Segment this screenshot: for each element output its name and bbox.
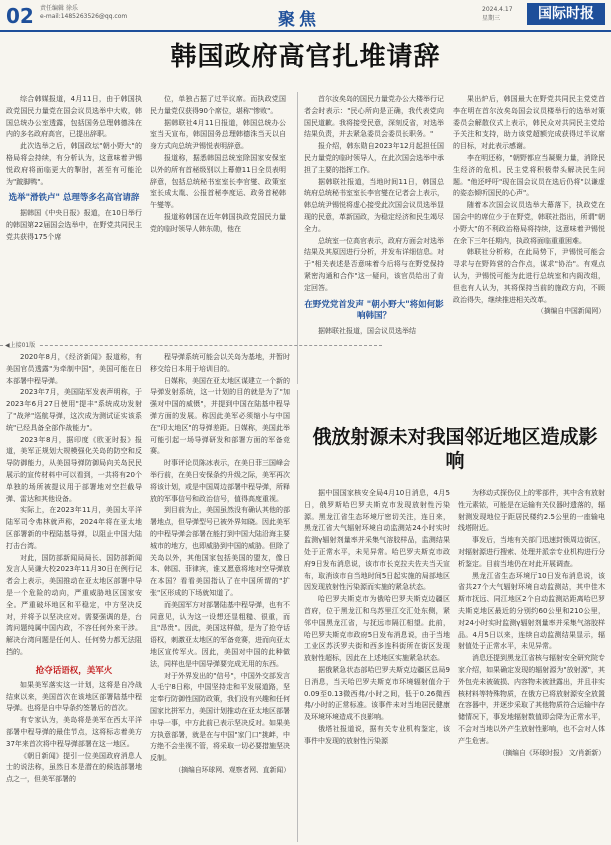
- article1-column-3: [304, 94, 444, 384]
- paragraph: 据韩国《中央日报》报道，在10日举行的韩国第22届国会选举中，在野党共同民主党共获得175个席: [6, 209, 142, 241]
- paragraph: 报道称，据悉韩国总统室除国家安保室以外的所有首秘级别以上幕僚11日全员表明辞意，包括总统秘书室室长李官燮、政策室室长成太胤、公报首秘李度运、政务首秘韩午燮等。: [150, 153, 286, 210]
- page-header: [0, 0, 611, 32]
- article1-column-4: [453, 94, 605, 384]
- paragraph: 李在明还称，"朝野都应当凝聚力量，消除民生经济的危机。民主党将积极带头解决民生问题。"他还呼吁"现在国会议员在选后仍将"以谦虚的姿态倾听国民的心声"。: [453, 153, 605, 198]
- paragraph: 首尔汝矣岛的国民力量党办公大楼举行记者会时表示："民心所向是正确，我代表党向国民道歉。我将接受民意，深刻反省，对选举结果负责，并去紧急委员会委员长职务。": [304, 95, 444, 139]
- paragraph: 据中国国家核安全局4月10日消息，4月5日，俄罗斯哈巴罗夫斯克市发现放射性污染源。黑龙江省生态环境厅密切关注，连日来，黑龙江省大气辐射环境自动监测站24小时实时监测γ辐射剂量率并采集气溶胶样品，监测结果处于正常水平，未见异常。哈巴罗夫斯克市政府9日发布消息说，该市市长克拉夫佐夫当天宣布，取消该市自当地时间5日起实施的局部地区因发现放射性污染源而实施的紧急状态。: [304, 489, 450, 592]
- paragraph: 对此，国防部新闻局局长、国防部新闻发言人吴谦大校2023年11月30日在例行记者会上表示，美国推动在亚太地区部署中导是一个危险的动向，严重威胁地区国家安全。严重破坏地区和平稳定，中方坚决反对，并将予以坚决应对。需要强调的是，台湾问题纯属中国内政，不容任何外来干涉。解决台湾问题是任何人、任何势力都无法阻挡的。: [6, 553, 142, 656]
- paragraph: 果出炉后，韩国最大在野党共同民主党党首李在明在首尔汝矣岛国会议员楼举行的选举对策委员会解散仪式上表示，韩民众对共同民主党给予关注和支持，助力该党超额完成获得过半议席的目标，对此表示感谢。: [453, 95, 605, 151]
- paragraph: 而美国军方对部署陆基中程导弹，也有不同意见，认为这一设想还显粗糙、很重，而且"昂贵"。因此，美国这样做，是为了抢夺话语权，刺激亚太地区的军备竞赛，进而向亚太地区宣传军火。因此，美国对中国的此种做法，同样也是中国导弹要完成无用的东西。: [150, 600, 290, 668]
- paragraph: 随着本次国会议员选举大幕落下，执政党在国会中的席位少于在野党，韩联社指出，所谓"朝小野大"的不利政治格局将持续，这意味着尹锡悦在余下三年任期内，执政将面临重重困难。: [453, 201, 605, 245]
- paragraph: 俄塔社报道说，据有关专业机构鉴定，该事件中发现的放射性污染源: [304, 724, 450, 745]
- continued-column-1: [6, 352, 142, 842]
- source-credit: （摘编自中国新闻网）: [537, 307, 605, 316]
- section-title: 聚焦: [278, 10, 320, 30]
- paragraph: 对于外界发出的"信号"，中国外交部发言人毛宁8日称，中国坚持走和平发展道路，坚定奉行防御性国防政策，我们没有兴趣和任何国家比拼军力，美国计划推动在亚太地区部署中导一事，中方此前已表示坚决反对。如果美方执意部署，就是在与中国"家门口"挑衅，中方绝不会坐视不管，将采取一切必要措施坚决反制。: [150, 671, 290, 763]
- continued-label: ◀上接01版: [5, 340, 39, 349]
- paragraph: 报道称韩国在近年韩国执政党国民力量党的临时领导人韩东勋，他在: [150, 212, 286, 233]
- article1-column-2: [150, 94, 286, 340]
- editor-email: e-mail:1485263526@qq.com: [40, 13, 128, 20]
- article1-column-1: [6, 94, 142, 340]
- subheading: 选举"滑铁卢" 总理等多名高官请辞: [8, 193, 140, 204]
- paragraph: 位，单独占据了过半议席。而执政党国民力量党仅获得90个席位，堪称"惨败"。: [150, 95, 286, 115]
- section-divider: [0, 345, 382, 347]
- paragraph: 2023年7月，美国陆军发表声明称，于2023年6月27日使用"提丰"系统成功发射了"战斧"巡航导弹，这次成为测试证实该系统"已经具备全部作战能力"。: [6, 388, 142, 432]
- paragraph: 到目前为止，美国虽然没有确认其他的部署地点，但导弹型号已被外界知晓。因此美军的中程导弹会部署在能打到中国大陆沿海主要城市的地方，也即威胁到中国的威胁。但除了关岛以外，其他国家包括美国的盟友，像日本、韩国、菲律宾，谁又愿意将地对空导弹放在本国？看看美国指认了在中国所谓的"扩张"区形成的下场就知道了。: [150, 506, 290, 597]
- source-credit: （摘编自《环球时报》 文/肖新新）: [498, 748, 605, 757]
- subheading: 在野党党首发声 "朝小野大"将如何影响韩国？: [304, 299, 444, 321]
- paragraph: 此次选举之后，韩国政坛"朝小野大"的格局将会持续，有分析认为，这意味着尹锡悦政府将面临更大的掣肘，甚至有可能沦为"跛脚鸭"。: [6, 142, 142, 186]
- column-rule-2: [297, 390, 298, 842]
- paragraph: 黑龙江省生态环境厅10日发布消息说，该省共27个大气辐射环境自动监测站，其中佳木斯市抚远、同江地区2个自动监测站距离哈巴罗夫斯克地区最近的分别约60公里和210公里，对24小时实时监测γ辐射剂量率并采集气溶胶样品。4月5日以来，连续自动监测结果显示，辐射值处于正常水平，未见异常。: [458, 571, 605, 651]
- continued-column-2: [150, 352, 290, 842]
- paragraph: 据俄紧急状态部哈巴罗夫斯克边疆区总局9日消息，当天哈巴罗夫斯克市环境辐射值介于0.09至0.13微西弗/小时之间，低于0.26微西弗/小时的正常标准。该事件未对当地居民健康及环境环境造成不良影响。: [304, 665, 450, 722]
- paragraph: 为移动式探伤仪上的零部件，其中含有放射性元素铱，可能是在运输有关仪器时遗落的，辐射测发现地位于距居民楼约2.5公里的一座输电线塔附近。: [458, 489, 605, 533]
- article2-title: 俄放射源未对我国邻近地区造成影响: [312, 426, 598, 472]
- masthead-logo: 国际时报: [527, 3, 605, 25]
- article2-column-2: [458, 488, 605, 842]
- paragraph: 有专家认为，美岛将是美军在西太平洋部署中程导弹的最佳节点，这将标志着美方37年来首次将中程导弹部署在这一地区。: [6, 716, 142, 748]
- article1-title: 韩国政府高官扎堆请辞: [170, 42, 441, 72]
- date-text: 2024.4.17: [482, 6, 513, 13]
- paragraph: 时事评论员陈冰表示，在美日菲三国峰会举行前，在美日安保条约升级之际，美军再次将该计划，或是中国周边部署中程导弹，所释放的军事信号和政治信号，值得高度重视。: [150, 459, 290, 503]
- paragraph: 事发后，当地有关部门迅速封锁周边街区，对辐射源进行搜索、处理并派亲专业机构进行分析鉴定。目前当地仍在对此开展调查。: [458, 536, 605, 568]
- editor-info: [40, 5, 127, 21]
- paragraph: 实际上，在2023年11月，美国太平洋陆军司令弗林就声称，2024年将在亚太地区部署新的中程陆基导弹，以阻止中国大陆打击台湾。: [6, 506, 142, 550]
- article2-column-1: [304, 488, 450, 842]
- issue-date: [482, 5, 513, 23]
- page-number: 02: [6, 4, 34, 28]
- paragraph: 程导弹系统可能会以关岛为基地，并暂时移交给日本用于培训目的。: [150, 353, 290, 373]
- paragraph: 报介绍，韩东勋自2023年12月起担任国民力量党的临时领导人，在此次国会选举中承担了主要的指挥工作。: [304, 142, 444, 174]
- paragraph: 综合韩媒报道，4月11日，由于韩国执政党国民力量党在国会议员选举中大败，韩国总统办公室透露，包括国务总理韩德洙在内的多名政府高官，已提出辞职。: [6, 95, 142, 139]
- paragraph: 据韩联社报道，国会议员选举结: [318, 326, 416, 335]
- column-rule: [297, 92, 298, 384]
- paragraph: 日媒称，美国在亚太地区谋建立一个新的导弹发射系统，这一计划的目的就是为了"加强对中国的威慑"，并提到中国在陆基中程导弹方面的发展。称因此美军必须缩小与中国在"印太地区"的导弹差距。日媒称，美国此举可能引起一场导弹研发和部署方面的军备竞赛。: [150, 376, 290, 456]
- paragraph: 哈巴罗夫斯克市为俄哈巴罗夫斯克边疆区首府，位于黑龙江和乌苏里江交汇处东侧，紧邻中国黑龙江省，与抚远市隔江相望。此前，哈巴罗夫斯克市政府5日发布消息说，由于当地工业区苏沃罗夫街和西多连科街所在街区发现放射性超标，因此在上述地区实施紧急状态。: [304, 595, 450, 663]
- paragraph: 如果美军落实这一计划，这将是自冷战结束以来，美国首次在该地区部署陆基中程导弹。也将是自中导条约签署后的首次。: [6, 680, 142, 713]
- subheading: 抢夺话语权，美军火: [35, 665, 113, 676]
- paragraph: 据韩联社报道，当地时间11日，韩国总统府总统秘书室室长李官燮在记者会上表示，韩总统尹锡悦将虚心接受此次国会议员选举显现的民意，革新国政，为稳定经济和民生竭尽全力。: [304, 177, 444, 233]
- paragraph: 《朝日新闻》提引一位美国政府消息人士的说法称，虽然日本是潜在的候选部署地点之一，但美军部署的: [6, 751, 142, 784]
- paragraph: 总统室一位高官表示，政府方面会对选举结果及其原因进行分析，并发布详细信息。对于"相关表述是否意味着今后将与在野党保持紧密沟通和合作"这一疑问，该官员给出了肯定回答。: [304, 236, 444, 292]
- paragraph: 2023年8月，据印度《欧亚时报》报道，美军正规划大规模强化关岛的防空和反导防御能力，从美国导弹防御局向关岛民民展示的宣传材料中可以看到，一共将有20个单独的场所被提议用于部署地对空拦截导弹、雷达和其他设备。: [6, 435, 142, 503]
- paragraph: 消息还提到黑龙江省核与辐射安全研究院专家介绍，如果确定发现的辐射源为"放射源"，其外包壳未被破损、内容物未被泄露出，并且非实核材料等特殊物质，在俄方已将放射源安全放置在容器中，并逐步采取了其他物质符合运输中存储情况下，事发地辐射数值即会降为正常水平，不会对当地以外产生放射性影响，也不会对人体产生危害。: [458, 654, 605, 745]
- source-credit: （摘编自环球网、观察者网、直新闻）: [174, 765, 290, 774]
- editor-name: 责任编辑 徐乐: [40, 5, 78, 12]
- paragraph: 2020年8月，《经济新闻》报道称，有美国官员透露"为牵制中国"，美国可能在日本部署中程导弹。: [6, 353, 142, 385]
- weekday-text: 星期三: [482, 15, 501, 22]
- paragraph: 韩联社分析称，在此局势下，尹锡悦可能会寻求与在野阵营的合作点，谋求"协治"。有观点认为，尹锡悦可能为此进行总统室和内阁改组，但也有人认为，其将保持当前的施政方向，不顾政治得失，继续推进相关改革。: [453, 248, 605, 304]
- paragraph: 据韩联社4月11日报道，韩国总统办公室当天宣布，韩国国务总理韩德洙当天以自身方式向总统尹锡悦表明辞意。: [150, 118, 286, 151]
